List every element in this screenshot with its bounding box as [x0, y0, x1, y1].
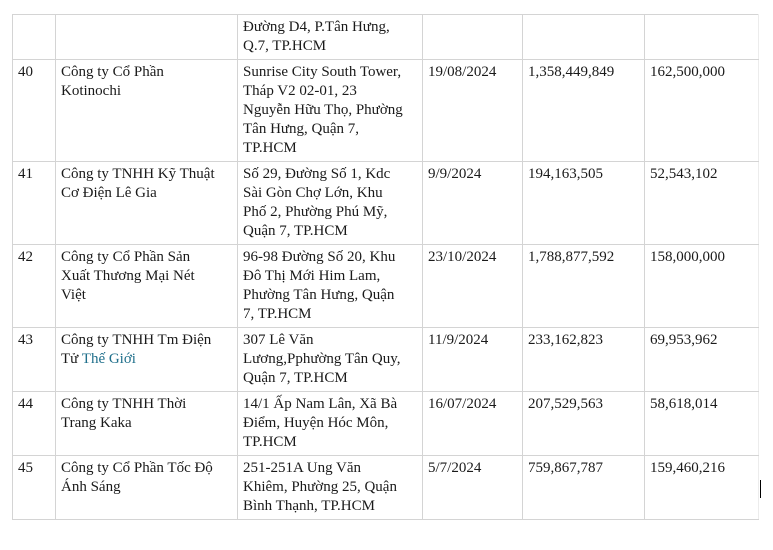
cell-amount-2: 52,543,102 — [645, 162, 759, 245]
cell-address: Số 29, Đường Số 1, Kdc Sài Gòn Chợ Lớn, Khu Phố 2, Phường Phú Mỹ, Quận 7, TP.HCM — [238, 162, 423, 245]
cell-amount-2: 158,000,000 — [645, 245, 759, 328]
cell-amount-1: 233,162,823 — [523, 328, 645, 392]
cell-no: 43 — [13, 328, 56, 392]
cell-amount-2: 159,460,216 — [645, 456, 759, 520]
cell-amount-2: 69,953,962 — [645, 328, 759, 392]
table-row — [13, 245, 759, 328]
cell-company-name: Công ty TNHH Thời Trang Kaka — [56, 392, 238, 456]
cell-address: 96-98 Đường Số 20, Khu Đô Thị Mới Him Lam, Phường Tân Hưng, Quận 7, TP.HCM — [238, 245, 423, 328]
cell-amount-1: 194,163,505 — [523, 162, 645, 245]
cell-amount-1: 759,867,787 — [523, 456, 645, 520]
cell-company-name — [56, 328, 238, 392]
cell-date: 11/9/2024 — [423, 328, 523, 392]
table-row — [13, 392, 759, 456]
company-name-text: Công ty TNHH Tm Điện Tử — [61, 332, 212, 367]
cell-company-name — [56, 15, 238, 60]
table-row — [13, 60, 759, 162]
cell-address: 14/1 Ấp Nam Lân, Xã Bà Điểm, Huyện Hóc Môn, TP.HCM — [238, 392, 423, 456]
cell-company-name: Công ty Cổ Phần Kotinochi — [56, 60, 238, 162]
cell-date: 19/08/2024 — [423, 60, 523, 162]
cell-no: 44 — [13, 392, 56, 456]
cell-date: 5/7/2024 — [423, 456, 523, 520]
cell-amount-1: 1,788,877,592 — [523, 245, 645, 328]
cell-amount-2: 58,618,014 — [645, 392, 759, 456]
cell-address: 251-251A Ung Văn Khiêm, Phường 25, Quận Bình Thạnh, TP.HCM — [238, 456, 423, 520]
company-table — [12, 14, 759, 520]
cell-address: 307 Lê Văn Lương,Pphường Tân Quy, Quận 7, TP.HCM — [238, 328, 423, 392]
cell-date: 16/07/2024 — [423, 392, 523, 456]
cell-no: 41 — [13, 162, 56, 245]
cell-address: Sunrise City South Tower, Tháp V2 02-01, 23 Nguyễn Hữu Thọ, Phường Tân Hưng, Quận 7, TP.HCM — [238, 60, 423, 162]
cell-company-name: Công ty Cổ Phần Sản Xuất Thương Mại Nét Việt — [56, 245, 238, 328]
cell-amount-1 — [523, 15, 645, 60]
table-row — [13, 328, 759, 392]
table-row — [13, 456, 759, 520]
table-row-partial — [13, 15, 759, 60]
cell-amount-2 — [645, 15, 759, 60]
cell-date — [423, 15, 523, 60]
cell-no: 40 — [13, 60, 56, 162]
cell-amount-2: 162,500,000 — [645, 60, 759, 162]
cell-date: 9/9/2024 — [423, 162, 523, 245]
company-name-link[interactable]: Thế Giới — [81, 351, 136, 367]
text-cursor — [760, 480, 761, 498]
cell-address: Đường D4, P.Tân Hưng, Q.7, TP.HCM — [238, 15, 423, 60]
cell-no: 42 — [13, 245, 56, 328]
cell-company-name: Công ty TNHH Kỹ Thuật Cơ Điện Lê Gia — [56, 162, 238, 245]
cell-amount-1: 1,358,449,849 — [523, 60, 645, 162]
cell-no — [13, 15, 56, 60]
cell-no: 45 — [13, 456, 56, 520]
cell-date: 23/10/2024 — [423, 245, 523, 328]
cell-company-name: Công ty Cổ Phần Tốc Độ Ánh Sáng — [56, 456, 238, 520]
table-row — [13, 162, 759, 245]
cell-amount-1: 207,529,563 — [523, 392, 645, 456]
